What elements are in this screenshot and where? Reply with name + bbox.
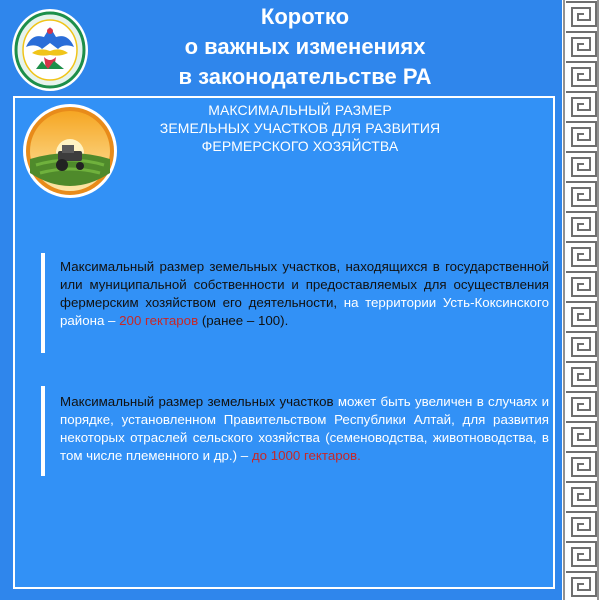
block1-part1: Максимальный размер земельных участков, находящихся в государственной или муниципальной собственности и предоставляемых для осуществления фермерским хозяйством его деятельности, [60, 259, 549, 310]
meander-segment [566, 2, 596, 26]
title-line-3: в законодательстве РА [178, 64, 432, 89]
page-title [120, 2, 490, 92]
meander-segment [566, 332, 596, 356]
meander-segment [566, 542, 596, 566]
block2-part1: Максимальный размер земельных участков [60, 394, 338, 409]
meander-segment [566, 422, 596, 446]
meander-segment [566, 512, 596, 536]
meander-segment [566, 122, 596, 146]
text-block-1 [60, 258, 549, 330]
meander-segment [566, 32, 596, 56]
greek-key-border [562, 0, 600, 600]
text-block-1-bar [41, 253, 45, 353]
meander-segment [566, 302, 596, 326]
panel-heading-line-2: ЗЕМЕЛЬНЫХ УЧАСТКОВ ДЛЯ РАЗВИТИЯ [159, 120, 441, 136]
block2-dash: – [237, 448, 252, 463]
meander-segment [566, 272, 596, 296]
block1-limit: 200 гектаров [119, 313, 199, 328]
meander-segment [566, 182, 596, 206]
meander-segment [566, 92, 596, 116]
title-line-2: о важных изменениях [184, 34, 426, 59]
block2-conditions: может быть увеличен в случаях и порядке, установленном Правительством Республики Алтай, для развития некоторых отраслей сельского хозяйства (семеноводства, животноводства, в том числе племенного и др.) [60, 394, 550, 463]
meander-segment [566, 392, 596, 416]
meander-segment [566, 452, 596, 476]
meander-segment [566, 362, 596, 386]
republic-emblem-icon [10, 7, 90, 93]
meander-segment [566, 482, 596, 506]
panel-heading [130, 101, 470, 155]
meander-segment [566, 152, 596, 176]
meander-segment [566, 212, 596, 236]
meander-segment [566, 242, 596, 266]
meander-segment [566, 572, 596, 596]
meander-segment [566, 62, 596, 86]
panel-heading-line-3: ФЕРМЕРСКОГО ХОЗЯЙСТВА [201, 138, 399, 154]
panel-heading-line-1: МАКСИМАЛЬНЫЙ РАЗМЕР [208, 102, 392, 118]
block1-location: на территории Усть-Коксинского района [60, 295, 549, 328]
text-block-2 [60, 393, 549, 465]
block1-dash: – [104, 313, 120, 328]
block2-limit: до 1000 гектаров. [251, 448, 361, 463]
tractor-field-logo-icon [22, 103, 118, 199]
text-block-2-bar [41, 386, 45, 476]
title-line-1: Коротко [260, 4, 350, 29]
block1-previous: (ранее – 100). [198, 313, 289, 328]
